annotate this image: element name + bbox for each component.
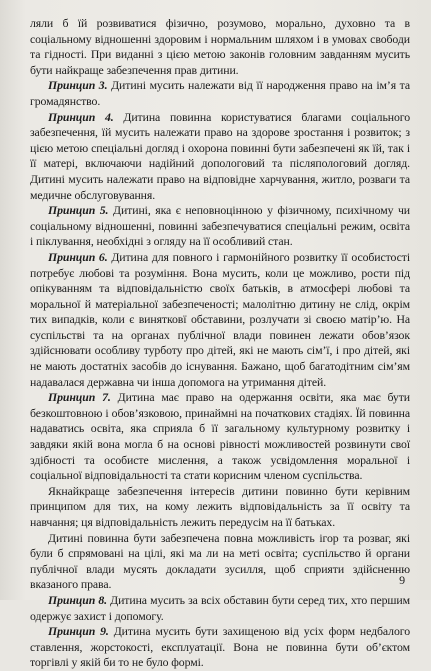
paragraph-principle-8 — [30, 593, 410, 624]
paragraph-principle-7 — [30, 390, 410, 484]
paragraph-text: Дитина мусить бути захищеною від усіх форм недбалого ставлення, жорстокості, експлуатації. Вона не повинна бути об’єктом торгівлі у якій би то не було формі. — [30, 624, 410, 670]
principle-heading: Принцип 5. — [48, 203, 109, 218]
paragraph-text: Дитина має право на одержання освіти, яка має бути безкоштовною і обов’язковою, принаймні на початкових стадіях. Їй повинна надаватись освіта, яка сприяла б її загальному культурному розвитку і завдяки якій вона могла б на основі рівності можливостей розвинути свої здібності та особисте мислення, а також усвідомлення моральної і соціальної відповідальності та стати корисним членом суспільства. — [30, 390, 410, 483]
paragraph-text: Дитині мусить належати від її народження право на ім’я та громадянство. — [30, 78, 410, 108]
paragraph-principle-6 — [30, 250, 410, 390]
paragraph-text: Дитині повинна бути забезпечена повна можливість ігор та розваг, які були б спрямовані на цілі, які ма ли на меті освіта; суспільство й органи публічної влади мусять докладати зусилля, щоб сприяти здійсненню вказаного права. — [30, 530, 410, 592]
paragraph-intro-continuation — [30, 16, 410, 78]
principle-heading: Принцип 6. — [48, 249, 108, 264]
paragraph-text: Дитина для повного і гармонійного розвитку її особистості потребує любові та розуміння. Вона мусить, коли це можливо, рости під опікуванням та відповідальністю своїх батьків, в атмосфері любові та моральної й матеріальної забезпеченості; малолітню дитину не слід, окрім тих випадків, коли є винятковї обставини, розлучати зі своєю матір’ю. На суспільстві та на органах публічної влади повинен лежати обов’язок здійснювати особливу турботу про дітей, які не мають сім’ї, і про дітей, які не мають достатніх засобів до існування. Бажано, щоб багатодітним сім’ям надавалася державна чи інша допомога на утримання дітей. — [30, 249, 410, 389]
paragraph-play-recreation — [30, 531, 410, 593]
paragraph-best-interests — [30, 484, 410, 531]
paragraph-principle-3 — [30, 78, 410, 109]
principle-heading: Принцип 4. — [48, 109, 114, 124]
paragraph-text: ляли б їй розвиватися фізично, розумово, морально, духовно та в соціальному відношенні здоровим і нормальним шляхом і в умовах свободи та гідності. При виданні з цією метою законів головним завданням мусить бути найкраще забезпечення прав дитини. — [30, 16, 410, 77]
principle-heading: Принцип 9. — [48, 624, 109, 639]
paragraph-text: Дитині, яка є неповноцінною у фізичному, психічному чи соціальному відношенні, повинні забезпечуватися спеціальні режим, освіта і піклування, необхідні з огляду на її особливий стан. — [30, 203, 411, 249]
paragraph-text: Дитина мусить за всіх обставин бути серед тих, хто першим одержує захист і допомогу. — [30, 592, 410, 623]
page-number: 9 — [399, 573, 405, 587]
paragraph-principle-9 — [30, 624, 410, 671]
paragraph-text: Якнайкраще забезпечення інтересів дитини повинно бути керівним принципом для тих, на кому лежить відповідальність за її освіту та навчання; ця відповідальність лежить передусім на її батьках. — [30, 483, 410, 529]
paragraph-principle-4 — [30, 110, 410, 204]
paragraph-principle-5 — [30, 203, 410, 250]
principle-heading: Принцип 7. — [48, 390, 111, 405]
principle-heading: Принцип 3. — [48, 78, 108, 93]
paragraph-text: Дитина повинна користуватися благами соціального забезпечення, їй мусить належати право на здорове зростання і розвиток; з цією метою спеціальні догляд і охорона повинні бути забезпечені як їй, так і її матері, включаючи надійний допологовий та післяпологовий догляд. Дитині мусить належати право на відповідне харчування, житло, розваги та медичне обслуговування. — [30, 109, 410, 202]
principle-heading: Принцип 8. — [48, 592, 107, 607]
